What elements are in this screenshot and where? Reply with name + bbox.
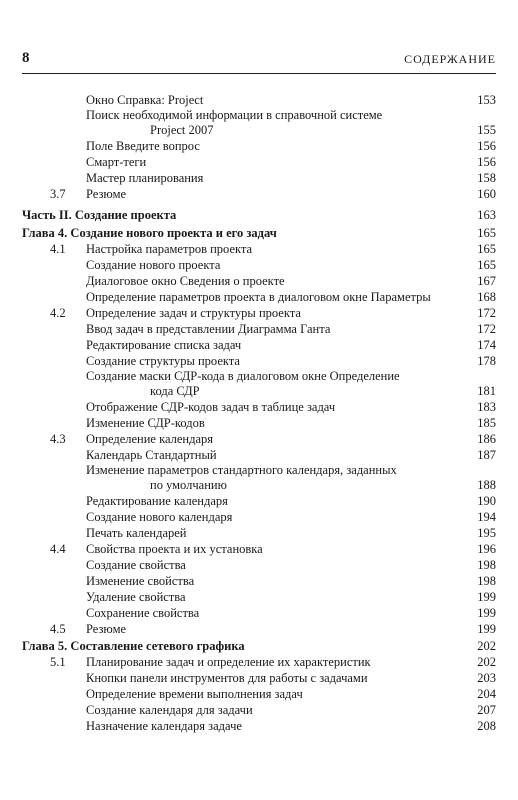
toc-entry [22,369,496,399]
toc-title [86,415,444,431]
toc-entry [22,289,496,305]
toc-section-number: 5.1 [50,655,66,669]
toc-title [86,589,444,605]
toc-title [86,718,444,734]
toc-title-text: Создание календаря для задачи [86,703,253,717]
toc-title [86,399,444,415]
toc-page-number: 172 [477,322,496,336]
toc-entry [22,241,496,257]
toc-page-number: 168 [477,290,496,304]
toc-entry [22,305,496,321]
toc-entry [22,108,496,138]
toc-title [86,289,444,305]
toc-entry [22,621,496,637]
toc-entry [22,605,496,621]
toc-title-text: Диалоговое окно Сведения о проекте [86,274,285,288]
header-rule [22,73,496,74]
toc-entry [22,257,496,273]
toc-title [86,170,444,186]
toc-entry [22,186,496,202]
toc-page-number: 163 [477,208,496,222]
toc-title-text: Окно Справка: Project [86,93,204,107]
toc-entry [22,670,496,686]
toc-title [86,621,444,637]
toc-section-number: 4.5 [50,622,66,636]
toc-title-continuation: кода СДР [150,384,200,398]
toc-page-number: 165 [477,226,496,240]
toc-entry [22,138,496,154]
toc-title-text: Создание нового проекта [86,258,221,272]
toc-entry [22,493,496,509]
toc-title-text: Сохранение свойства [86,606,200,620]
toc-page-number: 153 [477,93,496,107]
toc-title-text: Создание структуры проекта [86,354,240,368]
toc-entry [22,686,496,702]
toc-page-number: 187 [477,448,496,462]
toc-section-number: 4.2 [50,306,66,320]
toc-entry [22,431,496,447]
toc-page-number: 203 [477,671,496,685]
toc-entry [22,321,496,337]
toc-title-text: Печать календарей [86,526,187,540]
toc-page-number: 194 [477,510,496,524]
toc-entry [22,541,496,557]
toc-title [86,670,444,686]
toc-title-text: Определение задач и структуры проекта [86,306,301,320]
toc-page-number: 178 [477,354,496,368]
toc-section-number: 4.1 [50,242,66,256]
toc-entry [22,154,496,170]
toc-page-number: 195 [477,526,496,540]
toc-title-text: Определение времени выполнения задач [86,687,303,701]
toc-title [86,92,444,108]
toc-page-number: 183 [477,400,496,414]
toc-page-number: 198 [477,558,496,572]
toc-entry [22,415,496,431]
toc-entry [22,92,496,108]
toc-page-number: 204 [477,687,496,701]
toc-title-text: Редактирование календаря [86,494,228,508]
toc-title-text: Редактирование списка задач [86,338,242,352]
toc-title [22,638,444,654]
toc-chapter-entry [22,638,496,654]
toc-title-continuation: Project 2007 [150,123,214,137]
toc-page-number: 199 [477,606,496,620]
toc-page-number: 207 [477,703,496,717]
toc-title [86,431,444,447]
toc-title-text: Отображение СДР-кодов задач в таблице задач [86,400,336,414]
toc-entry [22,273,496,289]
toc-page-number: 202 [477,639,496,653]
toc-entry [22,170,496,186]
toc-title-text: Смарт-теги [86,155,147,169]
toc-title-text: Часть II. Создание проекта [22,208,177,222]
toc-title [86,525,444,541]
toc-entry [22,337,496,353]
running-head: СОДЕРЖАНИЕ [404,52,496,66]
toc-entry [22,509,496,525]
toc-title [86,138,444,154]
toc-title-text: Планирование задач и определение их характеристик [86,655,371,669]
toc-title-text: Изменение СДР-кодов [86,416,205,430]
toc-page-number: 172 [477,306,496,320]
toc-title-text: Резюме [86,187,127,201]
toc-title-text: Создание маски СДР-кода в диалоговом окне Определение [86,369,400,383]
toc-title-text: Кнопки панели инструментов для работы с задачами [86,671,368,685]
toc-page-number: 167 [477,274,496,288]
toc-page-number: 199 [477,590,496,604]
toc-title-text: Изменение параметров стандартного календаря, заданных [86,463,397,477]
toc-page-number: 190 [477,494,496,508]
toc-title [86,573,444,589]
toc-title [86,257,444,273]
toc-title [86,447,444,463]
toc-entry [22,557,496,573]
toc-section-number: 4.3 [50,432,66,446]
toc-title-text: Резюме [86,622,127,636]
toc-page-number: 208 [477,719,496,733]
page-number: 8 [22,50,30,66]
page-header [22,50,496,74]
toc-page-number: 158 [477,171,496,185]
toc-title [86,702,444,718]
toc-title [86,305,444,321]
toc-title-text: Поиск необходимой информации в справочной системе [86,108,383,122]
toc-title [22,207,444,223]
toc-title [86,241,444,257]
toc-chapter-entry [22,225,496,241]
toc-page-number: 156 [477,155,496,169]
toc-title [86,541,444,557]
toc-title-text: Определение параметров проекта в диалоговом окне Параметры [86,290,431,304]
toc-page-number: 199 [477,622,496,636]
toc-entry [22,399,496,415]
toc-title [86,654,444,670]
toc-title-text: Настройка параметров проекта [86,242,253,256]
toc-title-text: Создание свойства [86,558,186,572]
toc-page-number: 185 [477,416,496,430]
toc-page-number: 196 [477,542,496,556]
toc-title-text: Свойства проекта и их установка [86,542,263,556]
toc-title [86,108,444,138]
toc-title-text: Глава 4. Создание нового проекта и его задач [22,226,277,240]
toc-entry [22,589,496,605]
toc-title [86,605,444,621]
toc-title-text: Удаление свойства [86,590,186,604]
toc-page-number: 155 [477,123,496,137]
toc-page-number: 186 [477,432,496,446]
toc-page-number: 198 [477,574,496,588]
toc-title-text: Мастер планирования [86,171,204,185]
toc-section-number: 3.7 [50,187,66,201]
toc-entry [22,525,496,541]
toc-page-number: 156 [477,139,496,153]
toc-title [86,686,444,702]
toc-entry [22,447,496,463]
toc-title-text: Изменение свойства [86,574,195,588]
toc-title-text: Глава 5. Составление сетевого графика [22,639,245,653]
toc-page-number: 174 [477,338,496,352]
toc-title [86,353,444,369]
toc-entry [22,702,496,718]
toc-entry [22,718,496,734]
toc-title [86,273,444,289]
toc-title-text: Определение календаря [86,432,214,446]
toc-title [86,321,444,337]
toc-part-entry [22,207,496,223]
toc-title [86,369,444,399]
toc-title [86,493,444,509]
toc-entry [22,573,496,589]
toc-page-number: 160 [477,187,496,201]
toc-title [22,225,444,241]
toc-title [86,154,444,170]
table-of-contents [22,92,496,734]
toc-title-text: Создание нового календаря [86,510,233,524]
toc-section-number: 4.4 [50,542,66,556]
toc-title-text: Поле Введите вопрос [86,139,200,153]
toc-title [86,186,444,202]
toc-entry [22,463,496,493]
toc-page-number: 165 [477,258,496,272]
toc-title [86,509,444,525]
toc-page-number: 202 [477,655,496,669]
toc-page-number: 165 [477,242,496,256]
toc-title-text: Календарь Стандартный [86,448,217,462]
toc-entry [22,353,496,369]
toc-entry [22,654,496,670]
toc-title [86,557,444,573]
toc-page-number: 181 [477,384,496,398]
toc-title [86,463,444,493]
toc-title-text: Назначение календаря задаче [86,719,242,733]
toc-title-continuation: по умолчанию [150,478,227,492]
toc-page-number: 188 [477,478,496,492]
toc-title [86,337,444,353]
toc-title-text: Ввод задач в представлении Диаграмма Ганта [86,322,331,336]
